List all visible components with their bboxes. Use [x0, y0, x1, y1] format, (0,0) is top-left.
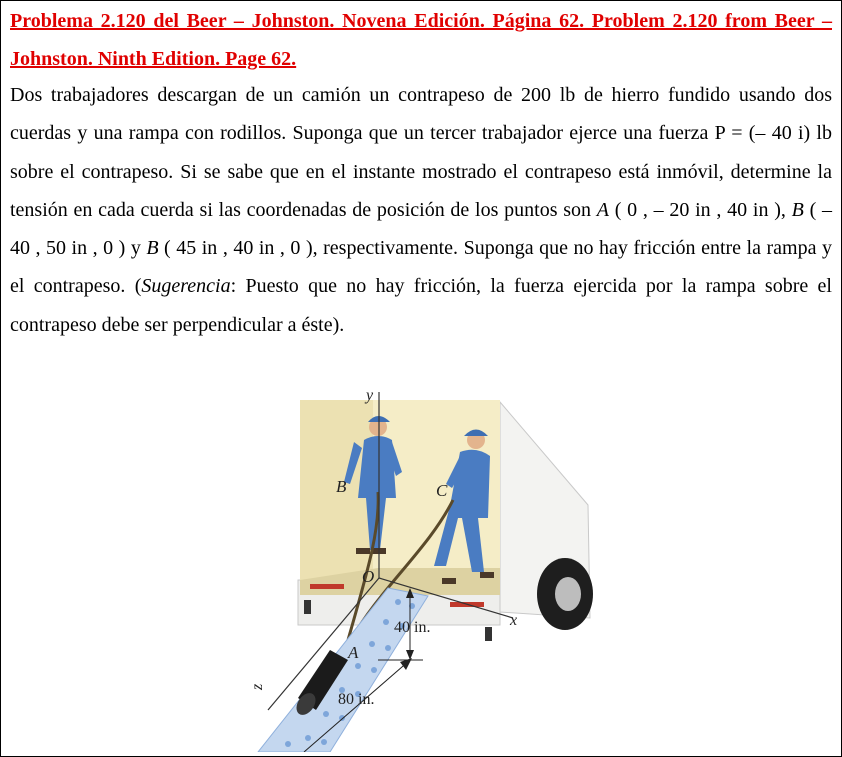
- point-a-label: A: [596, 198, 609, 221]
- point-a-coords: ( 0 , – 20 in , 40 in ),: [608, 198, 792, 221]
- dim-40-label: 40 in.: [394, 619, 431, 636]
- hint-label: Sugerencia: [141, 275, 231, 298]
- point-a-fig-label: A: [348, 643, 359, 662]
- point-b-coords: ( – 40 , 50 in , 0 ) y: [10, 198, 832, 260]
- axis-x-label: x: [510, 612, 518, 629]
- point-b-label: B: [791, 198, 804, 221]
- tail-light-right: [485, 627, 492, 641]
- truck-hub: [555, 577, 581, 611]
- point-o-label: O: [362, 567, 375, 586]
- point-c-coords: ( 45 in , 40 in , 0 ), respectivamente. Suponga que no hay fricción entre la rampa y el contrapeso. (: [10, 237, 832, 298]
- dim-80-label: 80 in.: [338, 691, 375, 708]
- problem-statement: [10, 76, 832, 344]
- axis-z-label: z: [249, 683, 266, 690]
- page-title: Problema 2.120 del Beer – Johnston. Novena Edición. Página 62. Problem 2.120 from Beer – Johnston. Ninth Edition. Page 62.: [10, 10, 832, 70]
- point-b-fig-label: B: [336, 477, 347, 496]
- problem-text-1: Dos trabajadores descargan de un camión un contrapeso de 200 lb de hierro fundido usando dos cuerdas y una rampa con rodillos. Suponga que un tercer trabajador ejerce una fuerza P = (– 40 i) lb sobre el contrapeso. Si se sabe que en el instante mostrado el contrapeso está inmóvil, determine la tensión en cada cuerda si las coordenadas de posición de los puntos son: [10, 84, 832, 221]
- reflector-left: [310, 584, 344, 589]
- dim-40-arrow-bottom: [406, 650, 414, 660]
- truck-ramp-figure: [238, 380, 608, 752]
- axis-y-label: y: [366, 387, 374, 404]
- point-c-fig-label: C: [436, 481, 448, 500]
- tail-light-left: [304, 600, 311, 614]
- point-c-label: B: [146, 237, 159, 260]
- hint-text: : Puesto que no hay fricción, la fuerza ejercida por la rampa sobre el contrapeso debe ser perpendicular a éste).: [10, 275, 832, 336]
